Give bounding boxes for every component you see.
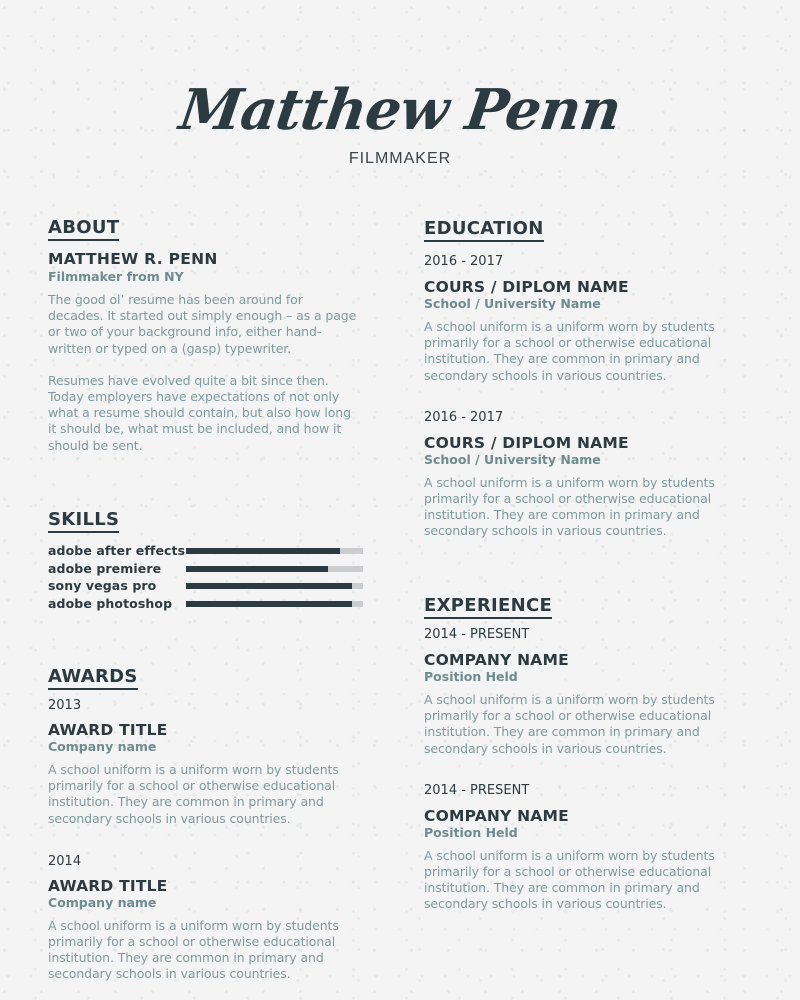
about-section: [48, 218, 368, 454]
skill-bar-fill: [186, 601, 352, 607]
education-section: [424, 219, 754, 540]
skill-label: adobe premiere: [48, 560, 162, 576]
education-description: A school uniform is a uniform worn by students primarily for a school or otherwise educational institution. They are common in primary and secondary schools in various countries.: [424, 474, 715, 539]
skills-heading: SKILLS: [48, 510, 119, 533]
education-entry: [424, 254, 754, 384]
skill-row: [48, 543, 368, 561]
experience-company: COMPANY NAME: [424, 651, 569, 669]
about-heading: ABOUT: [48, 218, 119, 241]
education-description: A school uniform is a uniform worn by students primarily for a school or otherwise educational institution. They are common in primary and secondary schools in various countries.: [424, 319, 715, 383]
skill-bar-fill: [186, 566, 328, 572]
experience-years: 2014 - PRESENT: [424, 627, 530, 642]
skill-row: [48, 578, 368, 596]
skill-bar-track: [186, 566, 363, 572]
skill-label: adobe after effects: [48, 543, 186, 558]
experience-description: A school uniform is a uniform worn by students primarily for a school or otherwise educational institution. They are common in primary and secondary schools in various countries.: [424, 847, 715, 912]
award-description: A school uniform is a uniform worn by students primarily for a school or otherwise educational institution. They are common in primary and secondary schools in various countries.: [48, 762, 339, 826]
award-year: 2013: [48, 698, 82, 713]
experience-heading: EXPERIENCE: [424, 596, 552, 619]
experience-position: Position Held: [424, 824, 518, 840]
education-course: COURS / DIPLOM NAME: [424, 278, 629, 296]
award-title: AWARD TITLE: [48, 876, 168, 895]
awards-heading: AWARDS: [48, 667, 138, 690]
skill-label: adobe photoshop: [48, 595, 173, 611]
skill-bar-track: [186, 583, 363, 589]
about-full-name: MATTHEW R. PENN: [48, 250, 218, 268]
education-school: School / University Name: [424, 296, 601, 311]
experience-years: 2014 - PRESENT: [424, 782, 530, 798]
experience-description: A school uniform is a uniform worn by students primarily for a school or otherwise educational institution. They are common in primary and secondary schools in various countries.: [424, 692, 715, 756]
experience-position: Position Held: [424, 669, 518, 684]
skill-bar-track: [186, 548, 363, 554]
education-heading: EDUCATION: [424, 219, 544, 242]
education-course: COURS / DIPLOM NAME: [424, 433, 629, 452]
about-paragraph-2: Resumes have evolved quite a bit since then. Today employers have expectations of not only what a resume should contain, but also how long it should be, what must be included, and how it should be sent.: [48, 372, 351, 453]
experience-company: COMPANY NAME: [424, 806, 569, 825]
skills-list: [48, 543, 368, 613]
person-role: FILMMAKER: [348, 150, 452, 167]
education-years: 2016 - 2017: [424, 409, 504, 425]
skill-bar-track: [186, 601, 363, 607]
award-entry: [48, 698, 368, 827]
skill-bar-fill: [186, 548, 340, 554]
experience-entry: [424, 783, 754, 913]
skill-bar-fill: [186, 583, 352, 589]
award-organization: Company name: [48, 739, 157, 754]
education-years: 2016 - 2017: [424, 254, 504, 269]
about-paragraph-1: The good ol’ resume has been around for decades. It started out simply enough – as a page or two of your background info, either hand-written or typed on a (gasp) typewriter.: [48, 292, 357, 356]
resume-header: [0, 70, 800, 168]
awards-section: [48, 667, 368, 983]
experience-entry: [424, 627, 754, 757]
award-organization: Company name: [48, 894, 157, 910]
person-name: Matthew Penn: [175, 77, 625, 143]
award-title: AWARD TITLE: [48, 721, 168, 739]
award-entry: [48, 854, 368, 983]
about-tagline: Filmmaker from NY: [48, 269, 184, 284]
education-entry: [424, 410, 754, 540]
award-description: A school uniform is a uniform worn by students primarily for a school or otherwise educational institution. They are common in primary and secondary schools in various countries.: [48, 917, 339, 982]
experience-section: [424, 596, 754, 913]
skills-section: [48, 510, 368, 613]
skill-label: sony vegas pro: [48, 578, 157, 593]
skill-row: [48, 561, 368, 579]
skill-row: [48, 596, 368, 614]
award-year: 2014: [48, 853, 82, 869]
education-school: School / University Name: [424, 451, 601, 467]
